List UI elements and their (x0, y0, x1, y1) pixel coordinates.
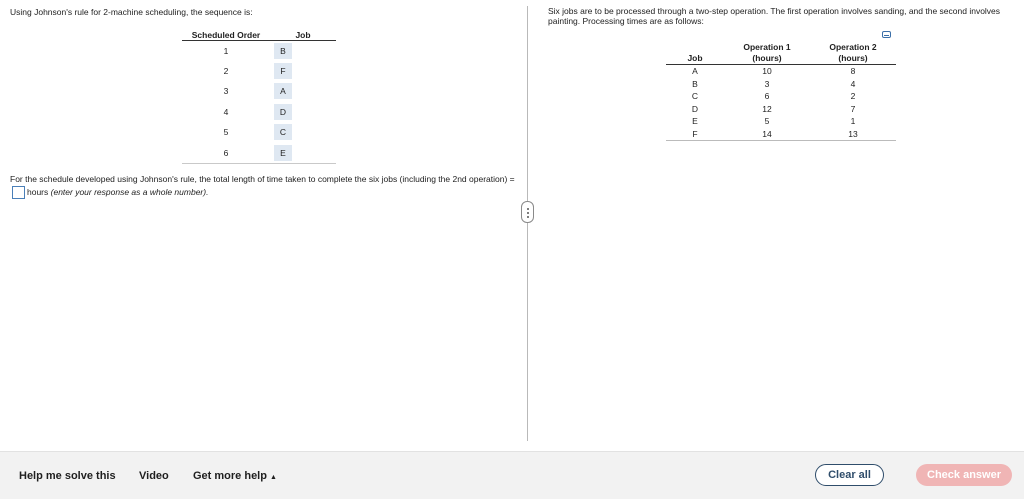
job-cell: C (274, 124, 292, 140)
op1-cell: 12 (762, 103, 772, 114)
help-me-solve-link[interactable]: Help me solve this (19, 470, 116, 482)
job-cell: F (666, 128, 724, 141)
header-scheduled-order: Scheduled Order (182, 27, 270, 40)
header-operation-2-unit: (hours) (838, 53, 868, 63)
table-row (182, 81, 336, 102)
op1-cell: 6 (764, 91, 770, 101)
job-cell: A (692, 66, 698, 76)
header-operation-1-unit: (hours) (752, 53, 782, 63)
question-prompt: For the schedule developed using Johnson's rule, the total length of time taken to complete the six jobs (including the 2nd operation) = (10, 174, 515, 184)
table-row (666, 78, 896, 91)
op2-cell: 4 (850, 78, 856, 89)
sequence-intro: Using Johnson's rule for 2-machine scheduling, the sequence is: (10, 7, 253, 17)
job-cell: D (691, 103, 699, 114)
table-row (182, 61, 336, 82)
clear-all-button[interactable]: Clear all (815, 464, 884, 486)
table-row (666, 128, 896, 141)
op1-cell: 3 (764, 78, 770, 89)
header-operation-1-title: Operation 1 (743, 42, 791, 52)
table-row (666, 90, 896, 103)
answer-hint: (enter your response as a whole number). (50, 187, 209, 197)
processing-times-table (666, 42, 896, 141)
op2-cell: 1 (850, 116, 856, 126)
video-link[interactable]: Video (139, 470, 169, 482)
right-pane (528, 0, 1024, 445)
order-cell: 4 (223, 106, 229, 117)
answer-input[interactable] (12, 186, 25, 199)
job-cell: E (274, 145, 292, 161)
table-row (666, 65, 896, 78)
answer-unit: hours (27, 187, 49, 197)
table-row (182, 143, 336, 164)
op2-cell: 2 (850, 91, 856, 101)
get-more-help-link[interactable] (193, 470, 277, 482)
copy-table-icon[interactable] (882, 31, 891, 38)
table-row (666, 115, 896, 128)
op1-cell: 5 (764, 116, 770, 126)
table-row (182, 122, 336, 143)
job-cell: C (691, 91, 699, 101)
op1-cell: 14 (724, 128, 810, 141)
order-cell: 3 (223, 86, 229, 97)
op2-cell: 7 (850, 103, 856, 114)
job-cell: E (692, 116, 698, 126)
job-cell: A (274, 83, 292, 99)
table-row (182, 40, 336, 61)
footer-bar (0, 451, 1024, 499)
header-operation-2 (810, 42, 896, 65)
problem-statement: Six jobs are to be processed through a two-step operation. The first operation involves sanding, and the second involves painting. Processing times are as follows: (548, 6, 1001, 26)
header-job: Job (270, 27, 336, 40)
order-cell: 1 (223, 45, 229, 56)
order-cell: 6 (182, 143, 270, 164)
job-cell: B (692, 78, 698, 89)
table-row (666, 103, 896, 116)
job-cell: F (274, 63, 292, 79)
sequence-table (182, 27, 336, 164)
header-operation-1 (724, 42, 810, 65)
left-pane (0, 0, 527, 445)
op2-cell: 8 (850, 66, 856, 76)
order-cell: 2 (223, 65, 229, 76)
order-cell: 5 (223, 127, 229, 138)
get-more-help-label: Get more help (193, 470, 267, 482)
header-operation-2-title: Operation 2 (829, 42, 877, 52)
check-answer-button[interactable]: Check answer (916, 464, 1012, 486)
op2-cell: 13 (810, 128, 896, 141)
header-job: Job (666, 42, 724, 65)
caret-up-icon: ▲ (270, 474, 277, 481)
question-text (10, 173, 520, 199)
job-cell: B (274, 43, 292, 59)
table-row (182, 102, 336, 123)
job-cell: D (274, 104, 292, 120)
op1-cell: 10 (762, 66, 772, 76)
